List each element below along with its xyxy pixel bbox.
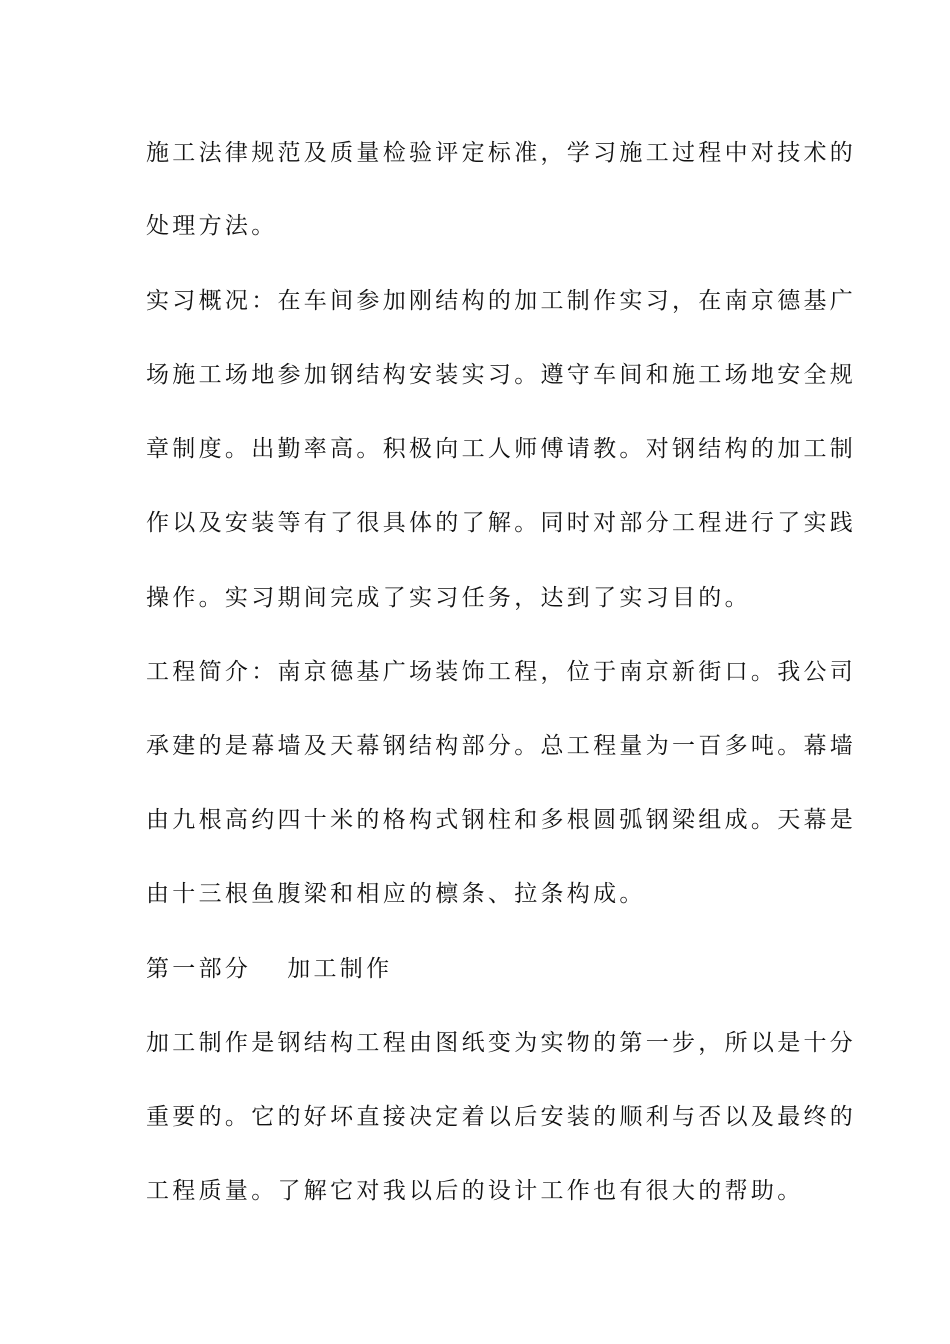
paragraph-line: 由十三根鱼腹梁和相应的檩条、拉条构成。 xyxy=(146,881,646,907)
section-heading xyxy=(146,949,816,989)
paragraph-line: 操作。实习期间完成了实习任务，达到了实习目的。 xyxy=(146,585,751,611)
paragraph-line: 工程质量。了解它对我以后的设计工作也有很大的帮助。 xyxy=(146,1178,804,1204)
section-heading-title: 加工制作 xyxy=(287,956,393,982)
paragraph-line: 重要的。它的好坏直接决定着以后安装的顺利与否以及最终的 xyxy=(146,1104,857,1130)
paragraph-line: 工程简介：南京德基广场装饰工程，位于南京新街口。我公司 xyxy=(146,659,857,685)
paragraph-line: 章制度。出勤率高。积极向工人师傅请教。对钢结构的加工制 xyxy=(146,436,857,462)
paragraph-line: 施工法律规范及质量检验评定标准，学习施工过程中对技术的 xyxy=(146,140,857,166)
section-heading-number: 第一部分 xyxy=(146,956,252,982)
paragraph-line: 处理方法。 xyxy=(146,213,278,239)
paragraph-line: 实习概况：在车间参加刚结构的加工制作实习，在南京德基广 xyxy=(146,288,857,314)
paragraph-line: 作以及安装等有了很具体的了解。同时对部分工程进行了实践 xyxy=(146,510,857,536)
paragraph-line: 由九根高约四十米的格构式钢柱和多根圆弧钢梁组成。天幕是 xyxy=(146,807,857,833)
paragraph-line: 场施工场地参加钢结构安装实习。遵守车间和施工场地安全规 xyxy=(146,362,857,388)
paragraph-line: 承建的是幕墙及天幕钢结构部分。总工程量为一百多吨。幕墙 xyxy=(146,733,857,759)
paragraph-line: 加工制作是钢结构工程由图纸变为实物的第一步，所以是十分 xyxy=(146,1030,857,1056)
